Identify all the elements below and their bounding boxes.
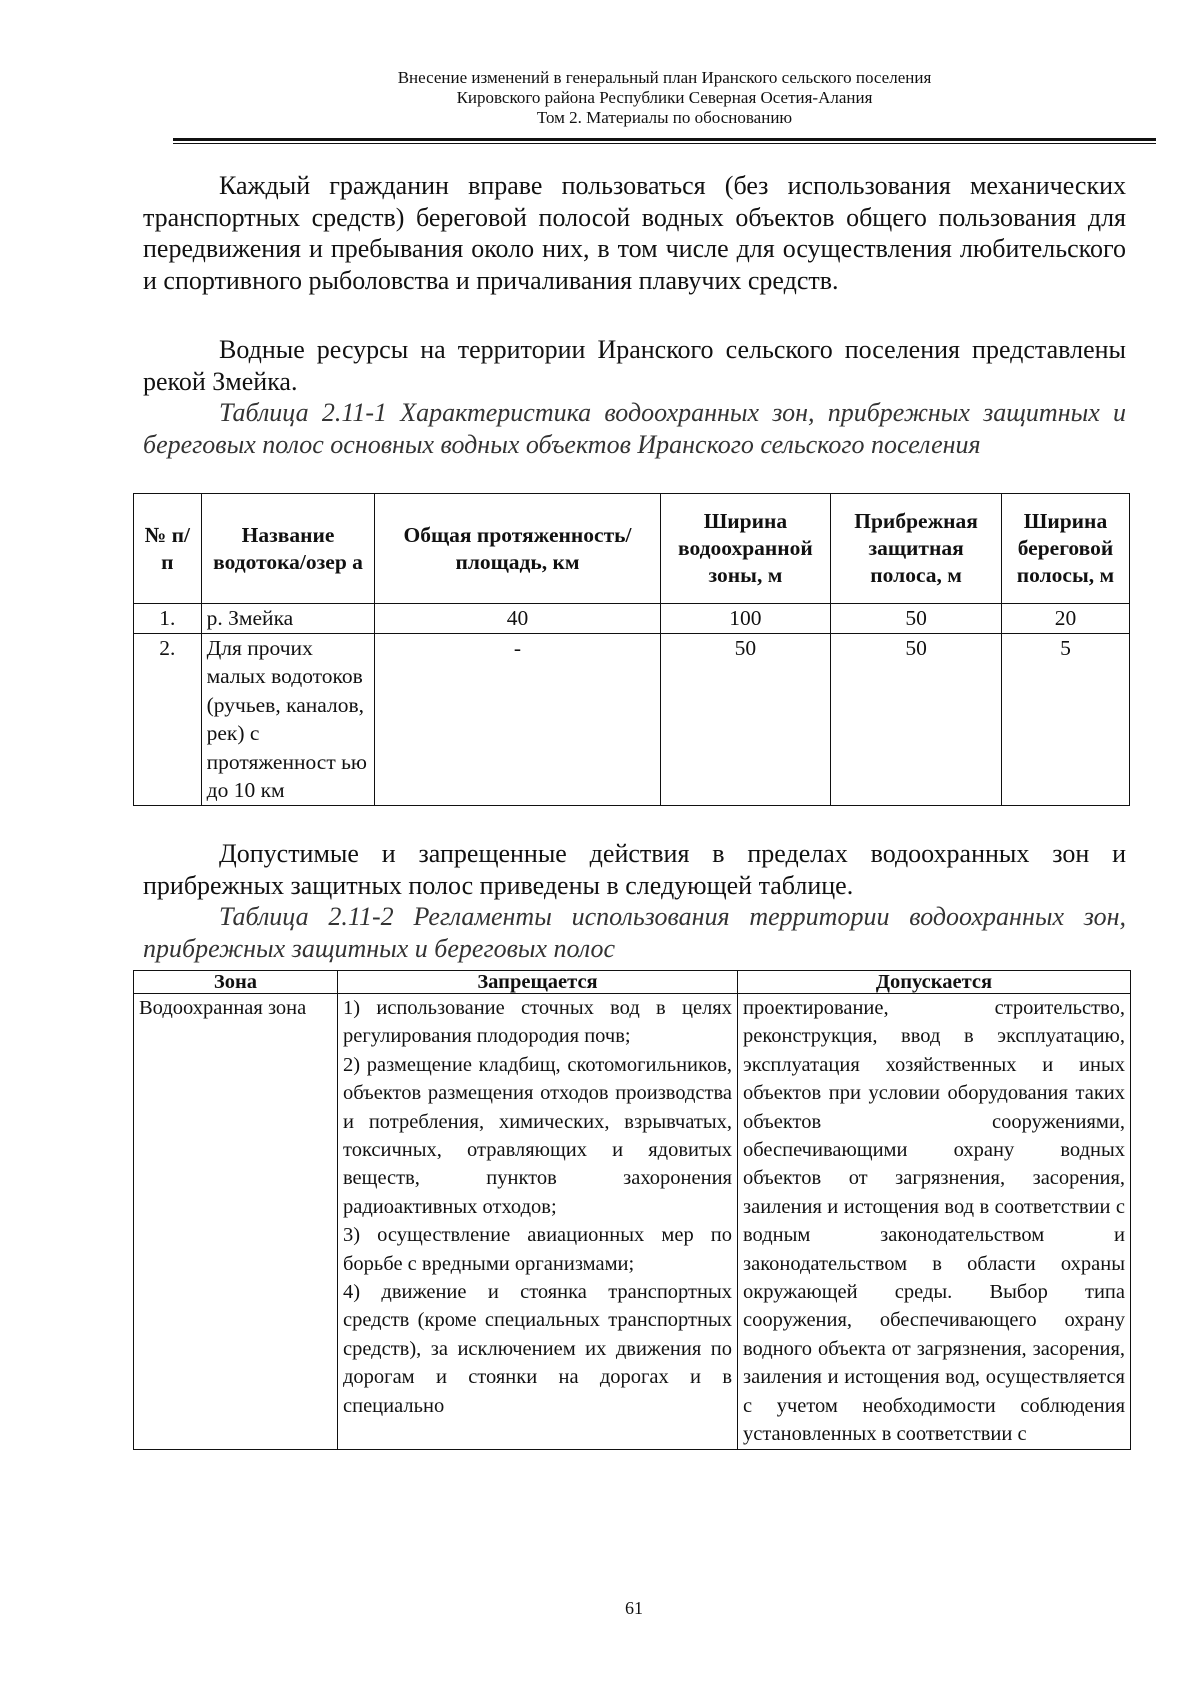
forbidden-item: 3) осуществление авиационных мер по борьбе с вредными организмами; [343, 1224, 732, 1275]
table-row [134, 604, 1130, 634]
col-header-length: Общая протяженность/ площадь, км [375, 494, 660, 604]
page-number: 61 [625, 1598, 643, 1618]
table-row [134, 994, 1131, 1450]
cell-water-zone: 100 [660, 604, 831, 634]
cell-allowed: проектирование, строительство, реконструкция, ввод в эксплуатацию, эксплуатация хозяйственных и иных объектов при условии оборудования таких объектов сооружениями, обеспечивающими охрану водных объектов от загрязнения, засорения, заиления и истощения вод в соответствии с водным законодательством и законодательством в области охраны окружающей среды. Выбор типа сооружения, обеспечивающего охрану водного объекта от загрязнения, засорения, заиления и истощения вод, осуществляется с учетом необходимости соблюдения установленных в соответствии с [738, 994, 1131, 1450]
water-objects-table [133, 493, 1130, 806]
header-line-2: Кировского района Республики Северная Осетия-Алания [456, 88, 873, 107]
col-header-coastal: Прибрежная защитная полоса, м [831, 494, 1002, 604]
cell-length: 40 [375, 604, 660, 634]
cell-coastal: 50 [831, 604, 1002, 634]
table1-header-row [134, 494, 1130, 604]
page-header [173, 68, 1156, 128]
header-line-1: Внесение изменений в генеральный план Иранского сельского поселения [397, 68, 932, 87]
col-header-forbidden: Запрещается [338, 971, 738, 994]
table2-header-row [134, 971, 1131, 994]
header-rule [173, 138, 1156, 141]
table2-caption: Таблица 2.11-2 Регламенты использования территории водоохранных зон, прибрежных защитных и береговых полос [143, 902, 1126, 963]
cell-water-zone: 50 [660, 633, 831, 805]
paragraph-allowed-actions: Допустимые и запрещенные действия в пределах водоохранных зон и прибрежных защитных полос приведены в следующей таблице. [143, 839, 1126, 900]
forbidden-item: 4) движение и стоянка транспортных средств (кроме специальных транспортных средств), за исключением их движения по дорогам и стоянки на дорогах и в специально [343, 1281, 732, 1417]
col-header-name: Название водотока/озер а [201, 494, 375, 604]
col-header-num: № п/п [134, 494, 202, 604]
table1-caption: Таблица 2.11-1 Характеристика водоохранных зон, прибрежных защитных и береговых полос основных водных объектов Иранского сельского поселения [143, 398, 1126, 459]
forbidden-item: 2) размещение кладбищ, скотомогильников, объектов размещения отходов производства и потребления, химических, взрывчатых, токсичных, отравляющих и ядовитых веществ, пунктов захоронения радиоактивных отходов; [343, 1053, 732, 1218]
cell-num: 1. [134, 604, 202, 634]
paragraph-citizens-rights: Каждый гражданин вправе пользоваться (без использования механических транспортных средств) береговой полосой водных объектов общего пользования для передвижения и пребывания около них, в том числе для осуществления любительского и спортивного рыболовства и причаливания плавучих средств. [143, 171, 1126, 295]
col-header-allowed: Допускается [738, 971, 1131, 994]
header-line-3: Том 2. Материалы по обоснованию [536, 108, 793, 127]
table-row [134, 633, 1130, 805]
paragraph-water-resources: Водные ресурсы на территории Иранского сельского поселения представлены рекой Змейка. [143, 335, 1126, 396]
cell-length: - [375, 633, 660, 805]
forbidden-item: 1) использование сточных вод в целях регулирования плодородия почв; [343, 997, 732, 1048]
cell-name: Для прочих малых водотоков (ручьев, каналов, рек) с протяженност ью до 10 км [201, 633, 375, 805]
cell-coastal: 50 [831, 633, 1002, 805]
col-header-water-zone: Ширина водоохранной зоны, м [660, 494, 831, 604]
cell-forbidden [338, 994, 738, 1450]
header-rule-thin [173, 143, 1156, 144]
regulations-table [133, 970, 1131, 1450]
cell-name: р. Змейка [201, 604, 375, 634]
cell-shore: 20 [1001, 604, 1129, 634]
col-header-shore: Ширина береговой полосы, м [1001, 494, 1129, 604]
cell-num: 2. [134, 633, 202, 805]
cell-shore: 5 [1001, 633, 1129, 805]
col-header-zone: Зона [134, 971, 338, 994]
cell-zone: Водоохранная зона [134, 994, 338, 1450]
